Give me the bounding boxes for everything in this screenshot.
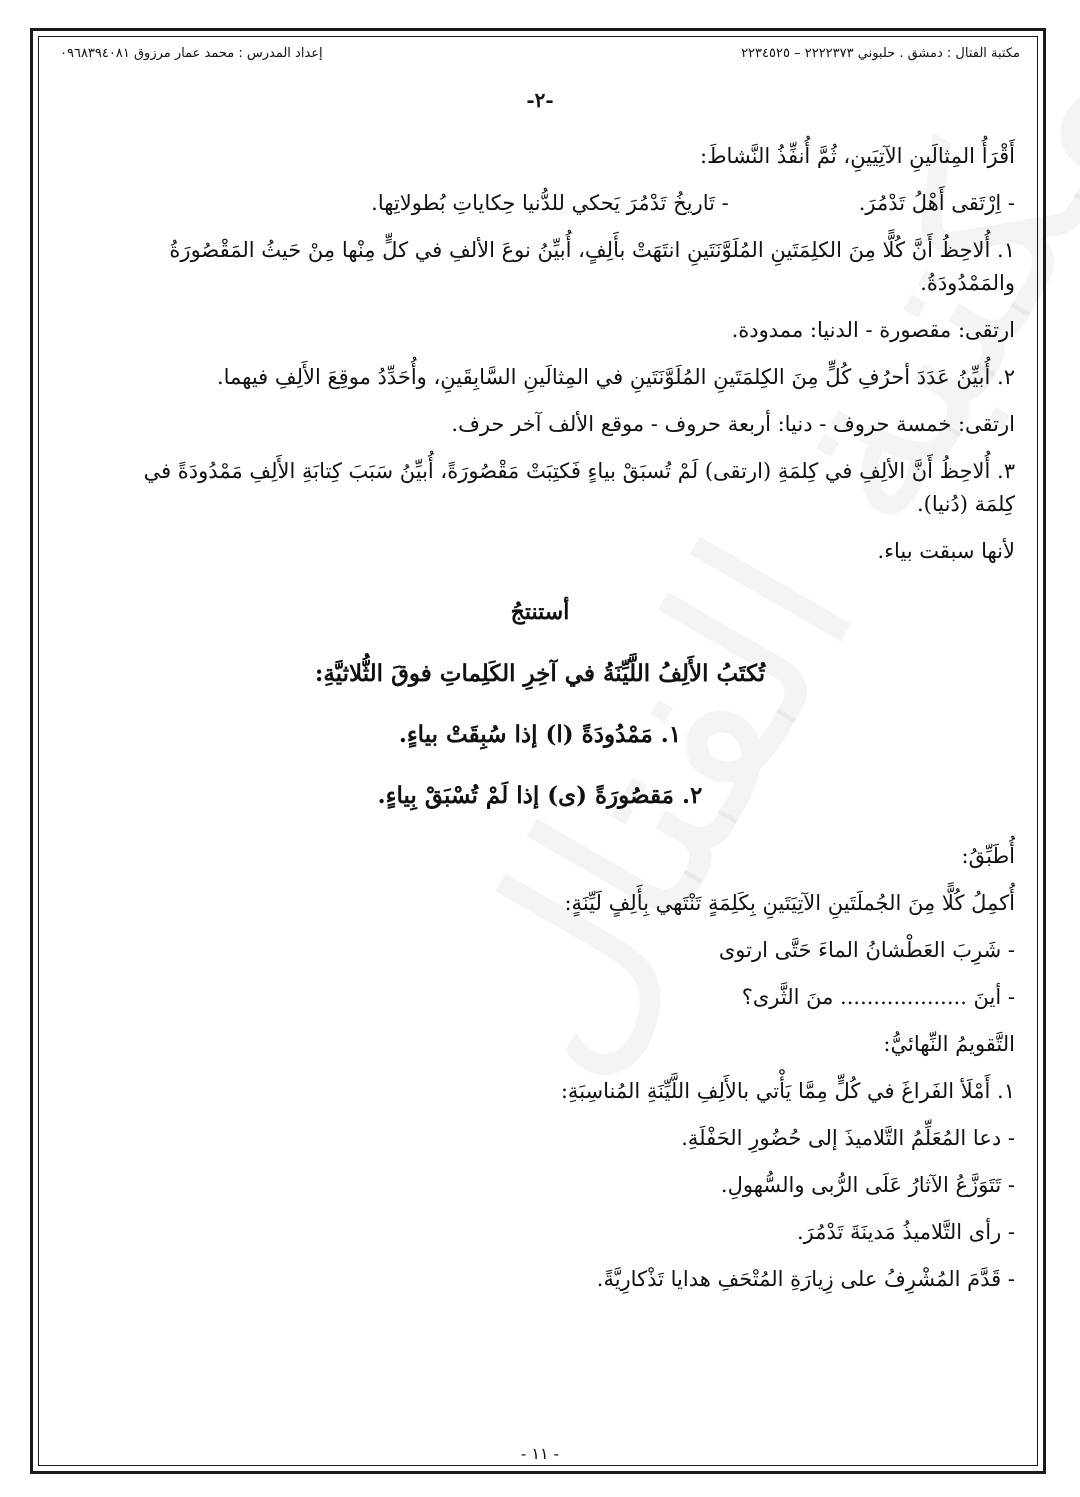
- worksheet-content: [65, 140, 1015, 1296]
- practice-instruction: أُكمِلُ كُلًّا مِنَ الجُملَتَينِ الآتِيَتَينِ بِكَلِمَةٍ تَنْتَهي بِأَلِفٍ لَيِّنَةٍ:: [564, 891, 1015, 915]
- answer-1: ارتقى: مقصورة - الدنيا: ممدودة.: [731, 318, 1015, 342]
- conclusion-item-2: ٢. مَقصُورَةً (ى) إذا لَمْ تُسْبَقْ بِياءٍ.: [377, 782, 703, 809]
- question-1-cont: والمَمْدُودَةُ.: [920, 271, 1015, 295]
- conclusion-rule: تُكتَبُ الأَلِفُ اللَّيِّنَةُ في آخِرِ الكَلِماتِ فوقَ الثُّلاثيَّةِ:: [314, 660, 766, 687]
- question-1: ١. أُلاحِظُ أَنَّ كُلًّا مِنَ الكلِمَتَينِ المُلَوَّنَتَينِ انتَهَتْ بأَلِفٍ، أُبيِّنُ نوعَ الألفِ في كلٍّ مِنْها مِنْ حَيثُ المَقْصُورَةُ: [169, 238, 1015, 262]
- practice-sentence-2: - أينَ ................... منَ الثَّرى؟: [741, 985, 1015, 1009]
- page-header: [60, 46, 1020, 70]
- teacher-info: إعداد المدرس : محمد عمار مرزوق ٠٩٦٨٣٩٤٠٨١: [60, 46, 323, 61]
- page-number: -٢-: [526, 88, 554, 112]
- evaluation-instruction: ١. أَمْلَأ الفَراغَ في كُلٍّ مِمَّا يَأْتي بالأَلِفِ اللَّيِّنَةِ المُناسِبَةِ:: [560, 1079, 1015, 1103]
- conclusion-title: أستنتجُ: [510, 599, 570, 625]
- evaluation-title: التَّقويمُ النِّهائيُّ:: [883, 1032, 1015, 1056]
- evaluation-sentence-3: - رأى التَّلاميذُ مَدينَةَ تَدْمُرَ.: [796, 1220, 1015, 1244]
- evaluation-sentence-4: - قَدَّمَ المُشْرِفُ على زِيارَةِ المُتْحَفِ هدايا تَذْكارِيَّةً.: [596, 1267, 1015, 1291]
- publisher-info: مكتبة الفتال : دمشق . حلبوني ٢٢٢٢٣٧٣ – ٢٢٣٤٥٢٥: [741, 46, 1020, 61]
- footer-page-number: - ١١ -: [520, 1444, 560, 1463]
- activity-instruction: أَقْرَأُ المِثالَينِ الآتِيَينِ، ثُمَّ أُنفِّذُ النَّشاطَ:: [700, 144, 1015, 168]
- example-a: - اِرْتَقى أَهْلُ تَدْمُرَ.: [858, 191, 1015, 215]
- evaluation-sentence-1: - دعا المُعَلِّمُ التَّلاميذَ إلى حُضُورِ الحَفْلَةِ.: [681, 1126, 1015, 1150]
- question-3: ٣. أُلاحِظُ أَنَّ الألِفِ في كِلمَةِ (ارتقى) لَمْ تُسبَقْ بياءٍ فَكتِبَتْ مَقْصُورَةً، أُبيِّنُ سَبَبَ كِتابَةِ الأَلِفِ مَمْدُودَةً في: [143, 459, 1015, 483]
- conclusion-item-1: ١. مَمْدُودَةً (ا) إذا سُبِقَتْ بياءٍ.: [398, 721, 682, 748]
- practice-sentence-1: - شَرِبَ العَطْشانُ الماءَ حَتَّى ارتوى: [718, 938, 1015, 962]
- answer-3: لأنها سبقت بياء.: [877, 539, 1015, 563]
- answer-2: ارتقى: خمسة حروف - دنيا: أربعة حروف - موقع الألف آخر حرف.: [451, 412, 1015, 436]
- question-2: ٢. أُبيِّنُ عَدَدَ أحرُفِ كُلٍّ مِنَ الكِلمَتَينِ المُلَوَّنَتَينِ في المِثالَينِ السَّابِقَينِ، وأُحَدِّدُ موقِعَ الأَلِفِ فيهما.: [216, 365, 1015, 389]
- example-b: - تَاريخُ تَدْمُرَ يَحكي للدُّنيا حِكاياتِ بُطولاتِها.: [371, 191, 729, 215]
- question-3-cont: كِلمَة (دُنيا).: [916, 492, 1015, 516]
- evaluation-sentence-2: - تَتَوَزَّعُ الآثارُ عَلَى الرُّبى والسُّهولِ.: [720, 1173, 1015, 1197]
- examples-row: [65, 187, 1015, 220]
- practice-title: أُطَبِّقُ:: [961, 844, 1015, 868]
